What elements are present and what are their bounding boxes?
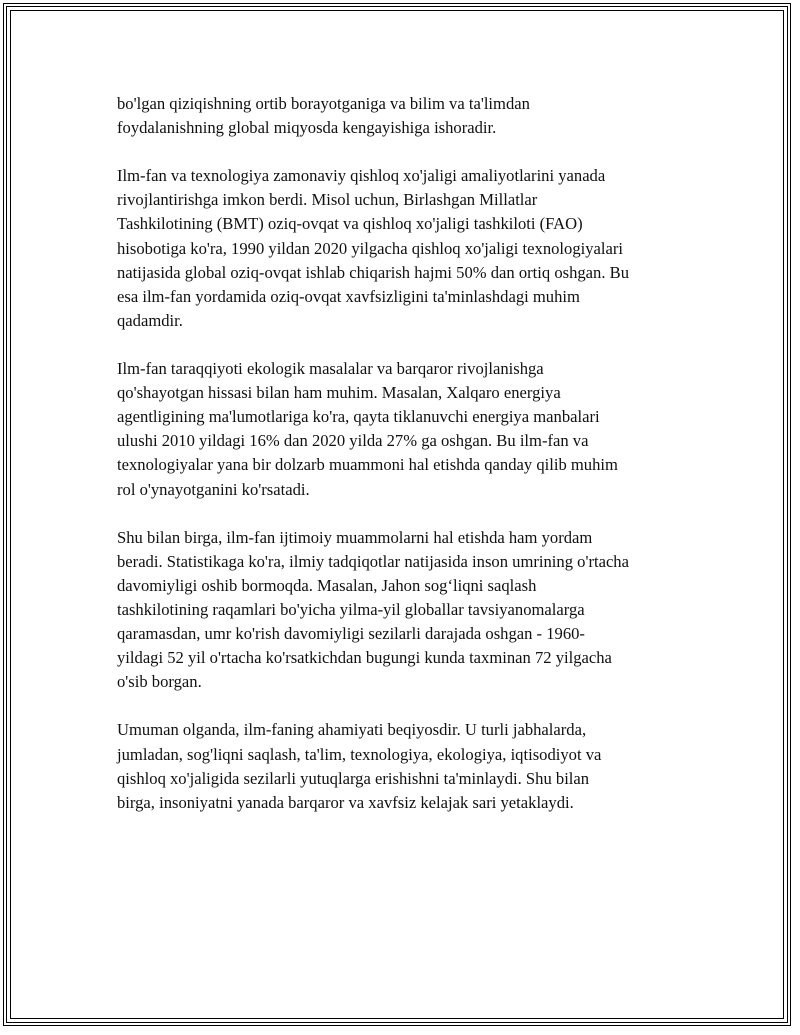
- paragraph-agriculture: Ilm-fan va texnologiya zamonaviy qishloq xo'jaligi amaliyotlarini yanada rivojlantirishga imkon berdi. Misol uchun, Birlashgan Millatlar Tashkilotining (BMT) oziq-ovqat va qishloq xo'jaligi tashkiloti (FAO) hisobotiga ko'ra, 1990 yildan 2020 yilgacha qishloq xo'jaligi texnologiyalari natijasida global oziq-ovqat ishlab chiqarish hajmi 50% dan ortiq oshgan. Bu esa ilm-fan yordamida oziq-ovqat xavfsizligini ta'minlashdagi muhim qadamdir.: [117, 166, 629, 330]
- paragraph-ecology: Ilm-fan taraqqiyoti ekologik masalalar va barqaror rivojlanishga qo'shayotgan hissasi bilan ham muhim. Masalan, Xalqaro energiya agentligining ma'lumotlariga ko'ra, qayta tiklanuvchi energiya manbalari ulushi 2010 yildagi 16% dan 2020 yilda 27% ga oshgan. Bu ilm-fan va texnologiyalar yana bir dolzarb muammoni hal etishda qanday qilib muhim rol o'ynayotganini ko'rsatadi.: [117, 359, 618, 499]
- document-body: [117, 92, 697, 839]
- paragraph-conclusion: Umuman olganda, ilm-faning ahamiyati beqiyosdir. U turli jabhalarda, jumladan, sog'liqni saqlash, ta'lim, texnologiya, ekologiya, iqtisodiyot va qishloq xo'jaligida sezilarli yutuqlarga erishishni ta'minlaydi. Shu bilan birga, insoniyatni yanada barqaror va xavfsiz kelajak sari yetaklaydi.: [117, 720, 602, 812]
- paragraph-social: Shu bilan birga, ilm-fan ijtimoiy muammolarni hal etishda ham yordam beradi. Statistikaga ko'ra, ilmiy tadqiqotlar natijasida inson umrining o'rtacha davomiyligi oshib bormoqda. Masalan, Jahon sog‘liqni saqlash tashkilotining raqamlari bo'yicha yilma-yil globallar tavsiyanomalarga qaramasdan, umr ko'rish davomiyligi sezilarli darajada oshgan - 1960- yildagi 52 yil o'rtacha ko'rsatkichdan bugungi kunda taxminan 72 yilgacha o'sib borgan.: [117, 527, 629, 692]
- paragraph-continuation: bo'lgan qiziqishning ortib borayotganiga va bilim va ta'limdan foydalanishning global miqyosda kengayishiga ishoradir.: [117, 94, 530, 138]
